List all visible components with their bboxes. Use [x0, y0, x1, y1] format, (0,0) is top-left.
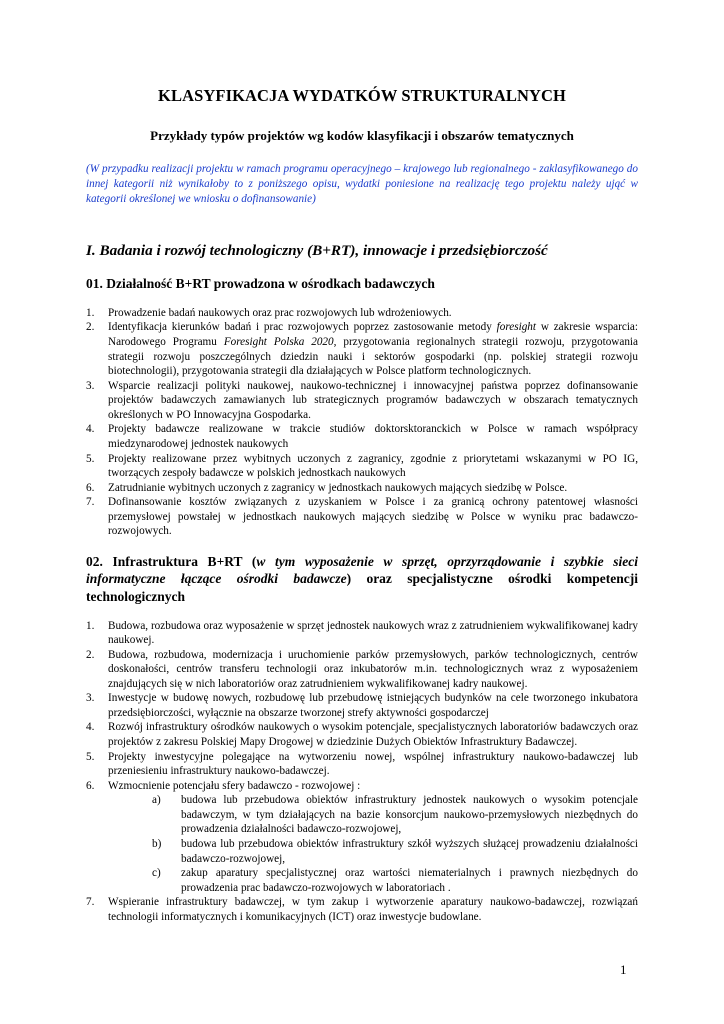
sub-list-item: b) budowa lub przebudowa obiektów infrastruktury szkół wyższych służącej prowadzeniu działalności badawczo-rozwojowej, — [152, 837, 638, 865]
list-item: 6. Wzmocnienie potencjału sfery badawczo - rozwojowej : a) budowa lub przebudowa obiektów infrastruktury jednostek naukowych o wysokim potencjale badawczym, w tym działających na bazie konsorcjum naukowo-przemysłowych niezbędnych do prowadzenia działalności badawczo-rozwojowej, b) budowa lub przebudowa obiektów infrastruktury szkół wyższych służącej prowadzeniu działalności badawczo-rozwojowej, c) zakup aparatury specjalistycznej oraz wartości niematerialnych i prawnych niezbędnych do prowadzenia prac badawczo-rozwojowych w laboratoriach . — [86, 779, 638, 894]
document-page — [86, 86, 638, 924]
list-item: 2. Budowa, rozbudowa, modernizacja i uruchomienie parków przemysłowych, parków technologicznych, centrów doskonałości, centrów transferu technologii oraz inkubatorów m.in. technologicznych wraz z wyposażeniem znajdujących się w nich laboratoriów oraz zatrudnieniem wykwalifikowanej kadry naukowej. — [86, 648, 638, 690]
list-item: 6. Zatrudnianie wybitnych uczonych z zagranicy w jednostkach naukowych mających siedzibę w Polsce. — [86, 481, 568, 494]
document-subtitle: Przykłady typów projektów wg kodów klasyfikacji i obszarów tematycznych — [150, 128, 574, 143]
classification-note: (W przypadku realizacji projektu w ramach programu operacyjnego – krajowego lub regionalnego - zaklasyfikowanego do innej kategorii niż wynikałoby to z poniższego opisu, wydatki poniesione na realizację tego projektu należy ująć w kategorii określonej we wniosku o dofinansowanie) — [86, 163, 638, 205]
category-01-heading: 01. Działalność B+RT prowadzona w ośrodkach badawczych — [86, 276, 435, 292]
category-02-list — [86, 619, 638, 925]
list-item: 7. Wspieranie infrastruktury badawczej, w tym zakup i wytworzenie aparatury naukowo-badawczej, rozwiązań technologii informatycznych i komunikacyjnych (ICT) oraz inwestycje budowlane. — [86, 896, 638, 923]
sub-list — [108, 793, 638, 895]
list-item: 3. Inwestycje w budowę nowych, rozbudowę lub przebudowę istniejących budynków na cele tworzonego inkubatora przedsiębiorczości, wyłącznie na obszarze tworzonej strefy aktywności gospodarczej — [86, 692, 638, 719]
list-item: 1. Budowa, rozbudowa oraz wyposażenie w sprzęt jednostek naukowych wraz z zatrudnieniem wykwalifikowanej kadry naukowej. — [86, 619, 638, 647]
sub-list-item: c) zakup aparatury specjalistycznej oraz wartości niematerialnych i prawnych niezbędnych do prowadzenia prac badawczo-rozwojowych w laboratoriach . — [152, 867, 638, 894]
page-number: 1 — [620, 962, 627, 977]
list-item: 3. Wsparcie realizacji polityki naukowej, naukowo-technicznej i innowacyjnej państwa poprzez dofinansowanie projektów badawczych zamawianych lub strategicznych programów badawczych w obszarach tematycznych określonych w PO Innowacyjna Gospodarka. — [86, 379, 638, 421]
list-item: 4. Projekty badawcze realizowane w trakcie studiów doktorsktoranckich w Polsce w ramach współpracy miedzynarodowej jednostek naukowych — [86, 423, 638, 450]
list-item: 1. Prowadzenie badań naukowych oraz prac rozwojowych lub wdrożeniowych. — [86, 306, 452, 319]
sub-list-item: a) budowa lub przebudowa obiektów infrastruktury jednostek naukowych o wysokim potencjale badawczym, w tym działających na bazie konsorcjum naukowo-przemysłowych niezbędnych do prowadzenia działalności badawczo-rozwojowej, — [152, 794, 638, 836]
document-title: KLASYFIKACJA WYDATKÓW STRUKTURALNYCH — [158, 86, 566, 105]
list-item: 7. Dofinansowanie kosztów związanych z uzyskaniem w Polsce i za granicą ochrony patentowej własności przemysłowej powstałej w jednostkach naukowych mających siedzibę w Polsce w wyniku prac badawczo-rozwojowych. — [86, 496, 638, 538]
section-title: I. Badania i rozwój technologiczny (B+RT), innowacje i przedsiębiorczość — [86, 242, 548, 260]
list-item: 5. Projekty inwestycyjne polegające na wytworzeniu nowej, wspólnej infrastruktury naukowo-badawczej lub przeniesieniu infrastruktury naukowo-badawczej. — [86, 750, 638, 778]
category-01-list — [86, 306, 638, 539]
category-02-heading: 02. Infrastruktura B+RT (w tym wyposażenie w sprzęt, oprzyrządowanie i szybkie sieci informatyczne łączące ośrodki badawcze) oraz specjalistyczne ośrodki kompetencji technologicznych — [86, 553, 638, 604]
list-item: 5. Projekty realizowane przez wybitnych uczonych z zagranicy, zgodnie z priorytetami wskazanymi w PO IG, tworzących zespoły badawcze w polskich jednostkach naukowych — [86, 452, 638, 480]
list-item: 4. Rozwój infrastruktury ośrodków naukowych o wysokim potencjale, specjalistycznych laboratoriów badawczych oraz projektów z zakresu Polskiej Mapy Drogowej w dziedzinie Dużych Obiektów Infrastruktury Badawczej. — [86, 721, 638, 749]
list-item: 2. Identyfikacja kierunków badań i prac rozwojowych poprzez zastosowanie metody foresight w zakresie wsparcia: Narodowego Programu Foresight Polska 2020, przygotowania regionalnych strategii rozwoju, przygotowania strategii rozwoju poszczególnych dziedzin nauki i sektorów gospodarki (np. polskiej strategii rozwoju biotechnologii), przygotowania strategii dla działających w Polsce platform technologicznych. — [86, 321, 639, 378]
